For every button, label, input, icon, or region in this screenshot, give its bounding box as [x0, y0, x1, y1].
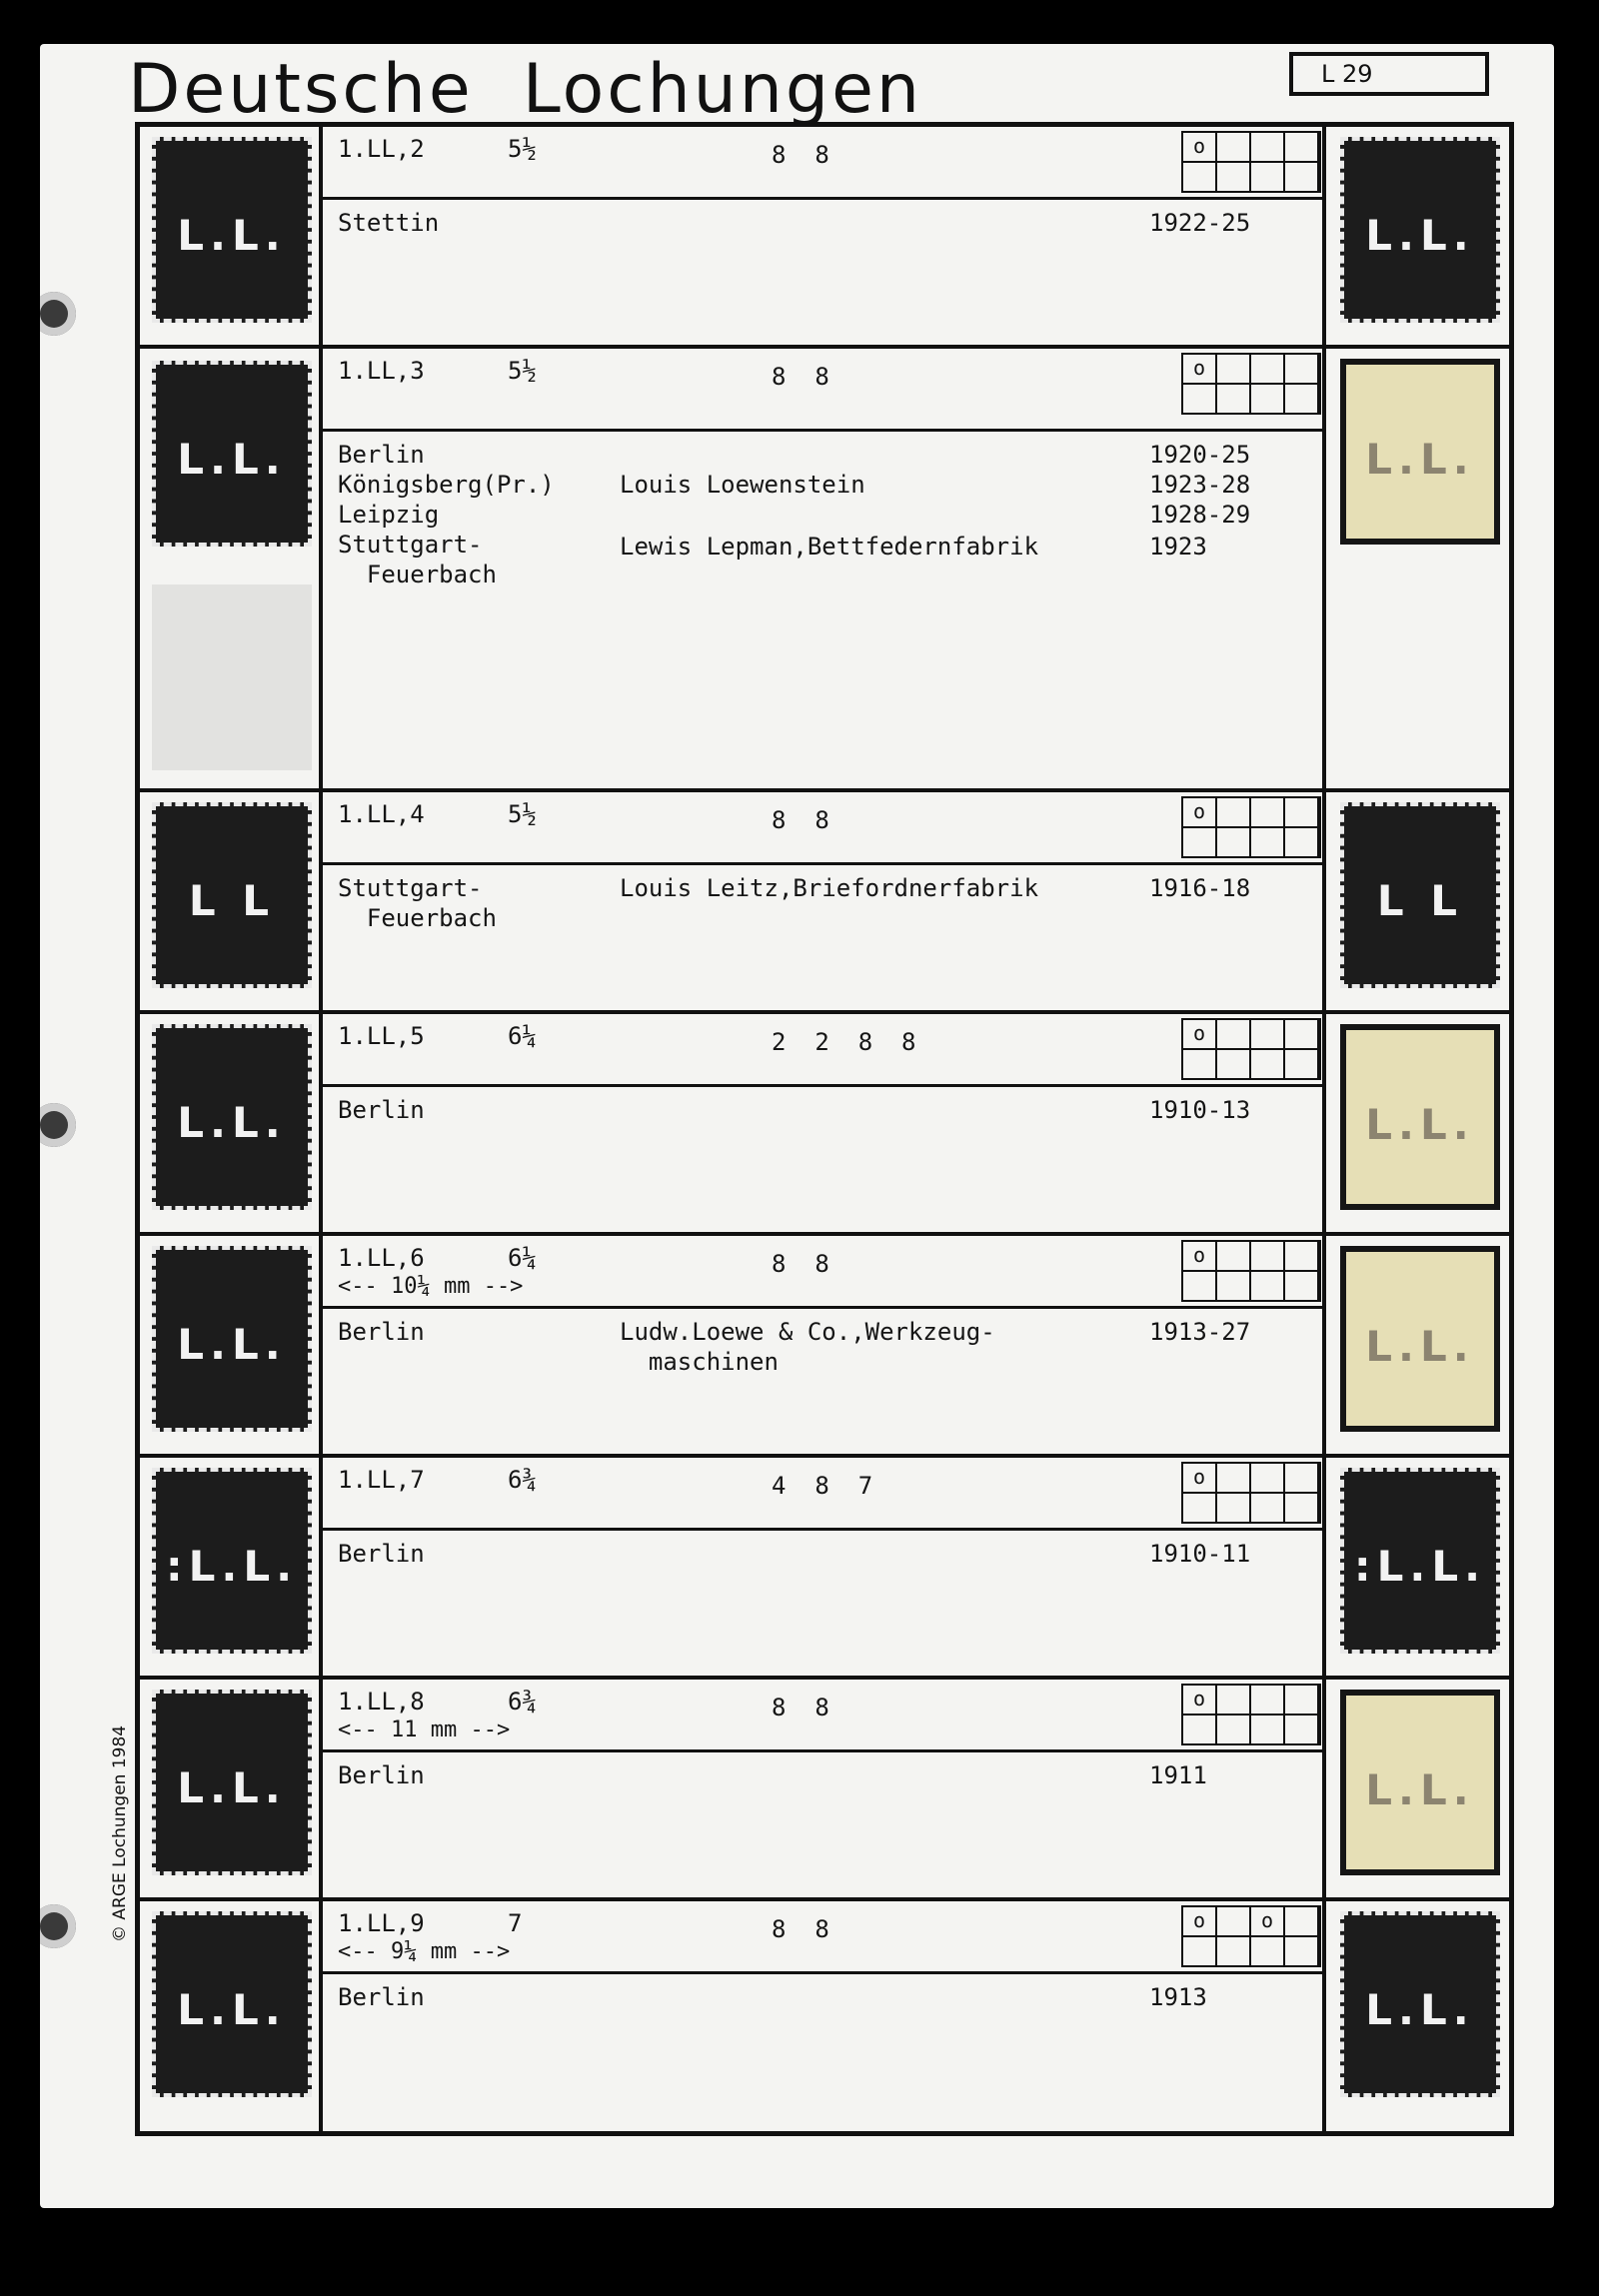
grid-cell: o — [1251, 1907, 1285, 1937]
marking-grid — [1181, 1240, 1321, 1302]
copyright-note: © ARGE Lochungen 1984 — [110, 1724, 130, 1942]
grid-cell: o — [1183, 1686, 1217, 1716]
grid-cell — [1183, 1494, 1217, 1524]
year-range: 1911 — [1149, 1761, 1207, 1789]
perfin-pattern: L.L. — [1365, 1100, 1475, 1149]
grid-cell — [1217, 163, 1251, 193]
stamp-cell-right — [1322, 792, 1509, 1010]
perfin-pattern: L L — [188, 876, 276, 925]
place-name: Leipzig — [338, 501, 440, 529]
perfin-stamp-image — [152, 361, 312, 547]
grid-cell — [1285, 1020, 1319, 1050]
grid-cell — [1251, 1686, 1285, 1716]
catalogue-row — [140, 1014, 1509, 1236]
marking-grid — [1181, 353, 1321, 415]
place-name: Berlin — [338, 1983, 425, 2011]
catalogue-row — [140, 1458, 1509, 1680]
marking-grid — [1181, 131, 1321, 193]
perfin-size: 5½ — [508, 800, 537, 828]
perfin-stamp-image — [1340, 1690, 1500, 1875]
perfin-size: 6¼ — [508, 1244, 537, 1272]
grid-cell — [1217, 133, 1251, 163]
grid-cell — [1251, 385, 1285, 415]
page-number-box: L 29 — [1289, 52, 1489, 96]
grid-cell — [1285, 798, 1319, 828]
grid-cell — [1251, 1716, 1285, 1745]
perfin-stamp-image — [1340, 359, 1500, 545]
grid-cell — [1217, 1020, 1251, 1050]
place-name: Stuttgart- — [338, 531, 483, 559]
stamp-cell-right — [1322, 1236, 1509, 1454]
grid-cell: o — [1183, 1020, 1217, 1050]
grid-cell — [1251, 828, 1285, 858]
perfin-stamp-image — [1340, 802, 1500, 988]
grid-cell — [1217, 385, 1251, 415]
grid-cell — [1251, 133, 1285, 163]
marking-grid — [1181, 1684, 1321, 1745]
grid-cell — [1251, 1242, 1285, 1272]
place-name: Berlin — [338, 1540, 425, 1568]
row-divider — [323, 1749, 1322, 1752]
grid-cell — [1285, 163, 1319, 193]
grid-cell — [1217, 1716, 1251, 1745]
row-divider — [323, 1528, 1322, 1531]
grid-cell — [1251, 1020, 1285, 1050]
stamp-cell-right — [1322, 1014, 1509, 1232]
place-name: Feuerbach — [338, 904, 497, 932]
perfin-stamp-image — [152, 137, 312, 323]
hole-distance: <-- 10¼ mm --> — [338, 1274, 524, 1299]
row-divider — [323, 1306, 1322, 1309]
perfin-stamp-image — [1340, 1024, 1500, 1210]
perfin-pattern: :L.L. — [1353, 1542, 1487, 1591]
firm-name: Louis Loewenstein — [620, 471, 865, 499]
row-divider — [323, 197, 1322, 200]
perfin-stamp-image — [152, 802, 312, 988]
perfin-stamp-image — [152, 1468, 312, 1654]
grid-cell: o — [1183, 1464, 1217, 1494]
year-range: 1923-28 — [1149, 471, 1251, 499]
catalogue-code: 1.LL,5 — [338, 1022, 425, 1050]
perfin-pattern: L.L. — [177, 1985, 287, 2034]
grid-cell — [1183, 1050, 1217, 1080]
catalogue-code: 1.LL,7 — [338, 1466, 425, 1494]
binder-hole — [40, 1904, 76, 1948]
album-page — [40, 44, 1554, 2208]
grid-cell — [1251, 1494, 1285, 1524]
perfin-pattern: L.L. — [177, 1098, 287, 1147]
stamp-cell-left — [140, 127, 323, 345]
grid-cell — [1285, 1464, 1319, 1494]
place-name: Berlin — [338, 441, 425, 469]
catalogue-table — [135, 122, 1514, 2136]
hole-distance: <-- 9¼ mm --> — [338, 1939, 511, 1964]
perfin-stamp-image — [152, 1024, 312, 1210]
grid-cell — [1217, 355, 1251, 385]
catalogue-code: 1.LL,8 — [338, 1688, 425, 1716]
stamp-cell-left — [140, 1680, 323, 1897]
perfin-size: 6¾ — [508, 1466, 537, 1494]
stamp-cell-left — [140, 1014, 323, 1232]
binder-hole — [40, 1103, 76, 1147]
perfin-pattern: L.L. — [177, 1763, 287, 1812]
perf-counts: 8 8 — [772, 1915, 829, 1943]
stamp-cell-left — [140, 349, 323, 788]
year-range: 1920-25 — [1149, 441, 1251, 469]
perf-counts: 4 8 7 — [772, 1472, 873, 1500]
grid-cell: o — [1183, 1907, 1217, 1937]
blank-stamp-slot — [152, 584, 312, 770]
grid-cell: o — [1183, 133, 1217, 163]
firm-name: Ludw.Loewe & Co.,Werkzeug- — [620, 1318, 995, 1346]
catalogue-code: 1.LL,3 — [338, 357, 425, 385]
catalogue-row — [140, 127, 1509, 349]
grid-cell: o — [1183, 798, 1217, 828]
place-name: Berlin — [338, 1096, 425, 1124]
perfin-size: 6¾ — [508, 1688, 537, 1716]
catalogue-row — [140, 1680, 1509, 1901]
catalogue-row — [140, 792, 1509, 1014]
place-name: Berlin — [338, 1761, 425, 1789]
grid-cell — [1217, 1907, 1251, 1937]
grid-cell — [1183, 828, 1217, 858]
grid-cell — [1251, 1464, 1285, 1494]
hole-distance: <-- 11 mm --> — [338, 1718, 511, 1742]
catalogue-code: 1.LL,2 — [338, 135, 425, 163]
grid-cell: o — [1183, 355, 1217, 385]
perf-counts: 8 8 — [772, 806, 829, 834]
grid-cell — [1217, 1272, 1251, 1302]
perfin-size: 6¼ — [508, 1022, 537, 1050]
grid-cell — [1217, 1464, 1251, 1494]
grid-cell — [1217, 1242, 1251, 1272]
firm-name: Louis Leitz,Briefordnerfabrik — [620, 874, 1039, 902]
grid-cell — [1285, 1686, 1319, 1716]
perfin-stamp-image — [1340, 1911, 1500, 2097]
stamp-cell-right — [1322, 1680, 1509, 1897]
perfin-pattern: L.L. — [1365, 211, 1475, 260]
grid-cell — [1251, 1050, 1285, 1080]
perfin-pattern: L L — [1376, 876, 1464, 925]
perfin-pattern: L.L. — [177, 435, 287, 484]
perfin-size: 5½ — [508, 135, 537, 163]
perfin-stamp-image — [152, 1246, 312, 1432]
perfin-pattern: :L.L. — [165, 1542, 299, 1591]
perfin-stamp-image — [1340, 137, 1500, 323]
grid-cell — [1183, 385, 1217, 415]
perf-counts: 8 8 — [772, 363, 829, 391]
stamp-cell-left — [140, 1236, 323, 1454]
perfin-pattern: L.L. — [1365, 1985, 1475, 2034]
grid-cell — [1183, 1937, 1217, 1967]
firm-name: Lewis Lepman,Bettfedernfabrik — [620, 533, 1039, 561]
grid-cell — [1251, 1272, 1285, 1302]
year-range: 1910-11 — [1149, 1540, 1251, 1568]
grid-cell — [1217, 828, 1251, 858]
stamp-cell-right — [1322, 1901, 1509, 2131]
grid-cell — [1285, 1716, 1319, 1745]
year-range: 1928-29 — [1149, 501, 1251, 529]
catalogue-code: 1.LL,9 — [338, 1909, 425, 1937]
perfin-pattern: L.L. — [1365, 1765, 1475, 1814]
marking-grid — [1181, 796, 1321, 858]
grid-cell — [1285, 133, 1319, 163]
perf-counts: 8 8 — [772, 1250, 829, 1278]
perfin-stamp-image — [1340, 1246, 1500, 1432]
catalogue-row — [140, 1901, 1509, 2131]
grid-cell — [1285, 1494, 1319, 1524]
stamp-cell-left — [140, 1901, 323, 2131]
grid-cell — [1217, 1494, 1251, 1524]
perfin-stamp-image — [152, 1690, 312, 1875]
perfin-pattern: L.L. — [1365, 435, 1475, 484]
marking-grid — [1181, 1462, 1321, 1524]
grid-cell — [1183, 1272, 1217, 1302]
row-divider — [323, 429, 1322, 432]
stamp-cell-left — [140, 1458, 323, 1676]
place-name: Stettin — [338, 209, 440, 237]
grid-cell — [1217, 1050, 1251, 1080]
year-range: 1910-13 — [1149, 1096, 1251, 1124]
perfin-size: 5½ — [508, 357, 537, 385]
grid-cell — [1285, 1242, 1319, 1272]
catalogue-row — [140, 349, 1509, 792]
grid-cell — [1285, 385, 1319, 415]
perf-counts: 8 8 — [772, 141, 829, 169]
grid-cell — [1285, 1907, 1319, 1937]
perfin-pattern: L.L. — [177, 211, 287, 260]
year-range: 1916-18 — [1149, 874, 1251, 902]
grid-cell — [1285, 355, 1319, 385]
grid-cell — [1251, 798, 1285, 828]
grid-cell — [1183, 163, 1217, 193]
year-range: 1923 — [1149, 533, 1207, 561]
grid-cell — [1217, 798, 1251, 828]
stamp-cell-left — [140, 792, 323, 1010]
year-range: 1913 — [1149, 1983, 1207, 2011]
grid-cell — [1285, 828, 1319, 858]
grid-cell — [1217, 1937, 1251, 1967]
place-name: Königsberg(Pr.) — [338, 471, 555, 499]
grid-cell — [1217, 1686, 1251, 1716]
grid-cell — [1251, 1937, 1285, 1967]
grid-cell — [1285, 1050, 1319, 1080]
perfin-size: 7 — [508, 1909, 523, 1937]
perf-counts: 2 2 8 8 — [772, 1028, 916, 1056]
grid-cell: o — [1183, 1242, 1217, 1272]
grid-cell — [1251, 163, 1285, 193]
catalogue-row — [140, 1236, 1509, 1458]
perf-counts: 8 8 — [772, 1694, 829, 1722]
perfin-pattern: L.L. — [177, 1320, 287, 1369]
grid-cell — [1285, 1272, 1319, 1302]
stamp-cell-right — [1322, 349, 1509, 788]
grid-cell — [1285, 1937, 1319, 1967]
place-name: Feuerbach — [338, 561, 497, 588]
year-range: 1922-25 — [1149, 209, 1251, 237]
firm-name: maschinen — [620, 1348, 779, 1376]
catalogue-code: 1.LL,6 — [338, 1244, 425, 1272]
row-divider — [323, 862, 1322, 865]
place-name: Stuttgart- — [338, 874, 483, 902]
catalogue-code: 1.LL,4 — [338, 800, 425, 828]
grid-cell — [1251, 355, 1285, 385]
perfin-stamp-image — [1340, 1468, 1500, 1654]
marking-grid — [1181, 1905, 1321, 1967]
row-divider — [323, 1971, 1322, 1974]
grid-cell — [1183, 1716, 1217, 1745]
page-title: Deutsche Lochungen — [128, 50, 923, 129]
perfin-pattern: L.L. — [1365, 1322, 1475, 1371]
row-divider — [323, 1084, 1322, 1087]
binder-hole — [40, 292, 76, 336]
stamp-cell-right — [1322, 1458, 1509, 1676]
perfin-stamp-image — [152, 1911, 312, 2097]
marking-grid — [1181, 1018, 1321, 1080]
place-name: Berlin — [338, 1318, 425, 1346]
year-range: 1913-27 — [1149, 1318, 1251, 1346]
stamp-cell-right — [1322, 127, 1509, 345]
